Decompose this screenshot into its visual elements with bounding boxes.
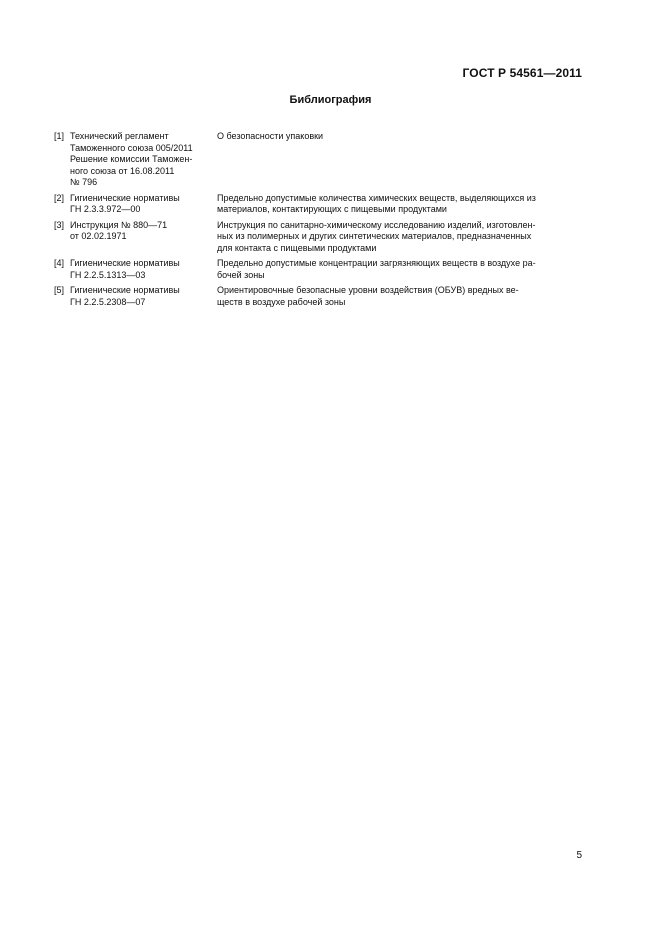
entry-title: Ориентировочные безопасные уровни воздействия (ОБУВ) вредных ве- ществ в воздухе рабочей зоны	[217, 285, 519, 307]
entry-source: Гигиенические нормативы ГН 2.2.5.2308—07	[70, 285, 180, 307]
entry-number: [1]	[54, 131, 65, 141]
bibliography-list	[54, 131, 578, 312]
page-number: 5	[576, 850, 582, 861]
entry-number: [5]	[54, 285, 65, 295]
entry-number: [2]	[54, 192, 65, 203]
bibliography-entry	[54, 285, 578, 308]
bibliography-entry	[54, 258, 578, 281]
entry-source: Гигиенические нормативы ГН 2.3.3.972—00	[70, 192, 180, 214]
bibliography-entry	[54, 193, 578, 216]
section-title: Библиография	[289, 94, 372, 106]
entry-source: Инструкция № 880—71 от 02.02.1971	[70, 219, 168, 241]
entry-title: Инструкция по санитарно-химическому исследованию изделий, изготовлен- ных из полимерных и других синтетических материалов, предназначенных для контакта с пищевыми продуктами	[217, 219, 536, 253]
entry-title: О безопасности упаковки	[217, 131, 324, 141]
bibliography-entry	[54, 220, 578, 255]
entry-title: Предельно допустимые концентрации загрязняющих веществ в воздухе ра- бочей зоны	[217, 258, 536, 280]
entry-source: Гигиенические нормативы ГН 2.2.5.1313—03	[70, 258, 180, 280]
entry-number: [4]	[54, 258, 65, 268]
entry-title: Предельно допустимые количества химических веществ, выделяющихся из материалов, контактирующих с пищевыми продуктами	[217, 192, 536, 214]
entry-source: Технический регламент Таможенного союза 005/2011 Решение комиссии Таможен- ного союза от 16.08.2011 № 796	[70, 131, 193, 187]
bibliography-entry	[54, 131, 578, 189]
document-code: ГОСТ Р 54561—2011	[462, 66, 582, 80]
entry-number: [3]	[54, 219, 65, 230]
